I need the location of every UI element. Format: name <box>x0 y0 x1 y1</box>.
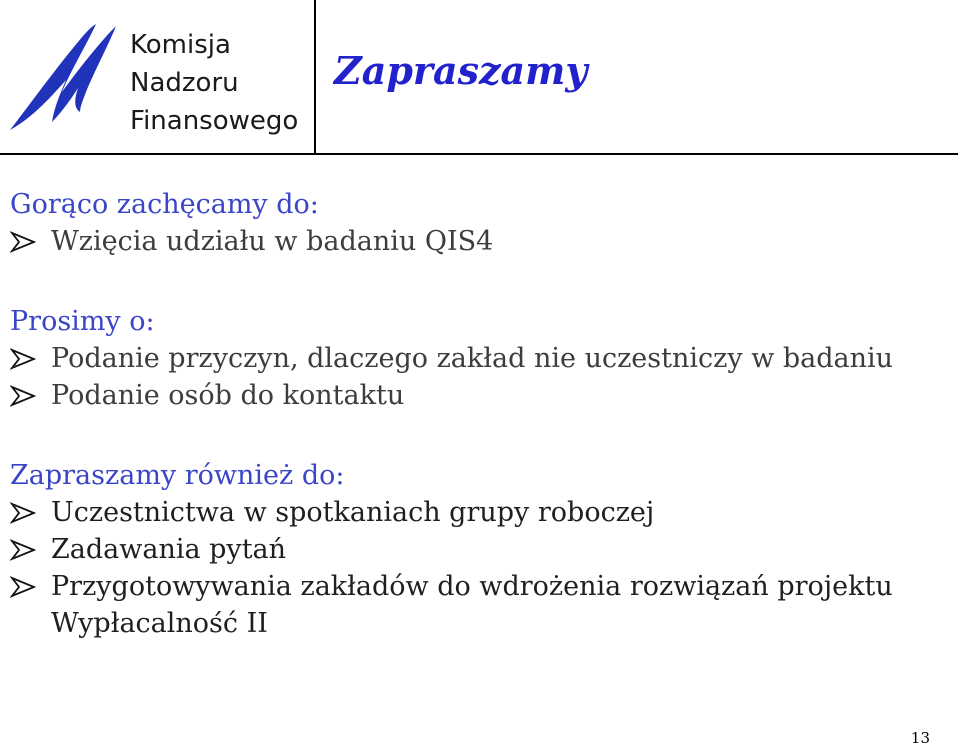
arrowhead-bullet-icon <box>10 502 36 524</box>
list-item-continuation: Wypłacalność II <box>51 608 268 639</box>
list-item-text: Przygotowywania zakładów do wdrożenia rozwiązań projektu <box>51 571 893 602</box>
header-vertical-divider <box>314 0 316 155</box>
list-item <box>10 568 955 605</box>
logo-line-2: Nadzoru <box>130 68 239 98</box>
list-item <box>10 223 955 260</box>
logo-text <box>130 26 298 140</box>
page-title: Zapraszamy <box>334 48 588 93</box>
list-item-text: Zadawania pytań <box>51 534 287 565</box>
section-gap <box>10 414 955 457</box>
list-item <box>10 377 955 414</box>
arrowhead-bullet-icon <box>10 539 36 561</box>
list-item <box>10 340 955 377</box>
arrowhead-bullet-icon <box>10 348 36 370</box>
section-gap <box>10 260 955 303</box>
section-heading-encourage: Gorąco zachęcamy do: <box>10 189 319 220</box>
knf-logo <box>8 12 308 142</box>
list-item-text: Podanie przyczyn, dlaczego zakład nie uczestniczy w badaniu <box>51 343 894 374</box>
list-item <box>10 494 955 531</box>
arrowhead-bullet-icon <box>10 576 36 598</box>
arrowhead-bullet-icon <box>10 385 36 407</box>
arrowhead-bullet-icon <box>10 231 36 253</box>
section-heading-request: Prosimy o: <box>10 306 155 337</box>
list-item-text: Uczestnictwa w spotkaniach grupy roboczej <box>51 497 655 528</box>
list-item-text: Podanie osób do kontaktu <box>51 380 405 411</box>
logo-line-1: Komisja <box>130 30 231 60</box>
knf-swoosh-icon <box>8 12 128 142</box>
header-horizontal-divider <box>0 153 958 155</box>
slide-content <box>10 186 955 642</box>
section-heading-invite: Zapraszamy również do: <box>10 460 345 491</box>
list-item <box>10 531 955 568</box>
slide-header <box>0 0 960 155</box>
page-number: 13 <box>910 729 930 747</box>
list-item-text: Wzięcia udziału w badaniu QIS4 <box>51 226 494 257</box>
logo-line-3: Finansowego <box>130 106 299 136</box>
